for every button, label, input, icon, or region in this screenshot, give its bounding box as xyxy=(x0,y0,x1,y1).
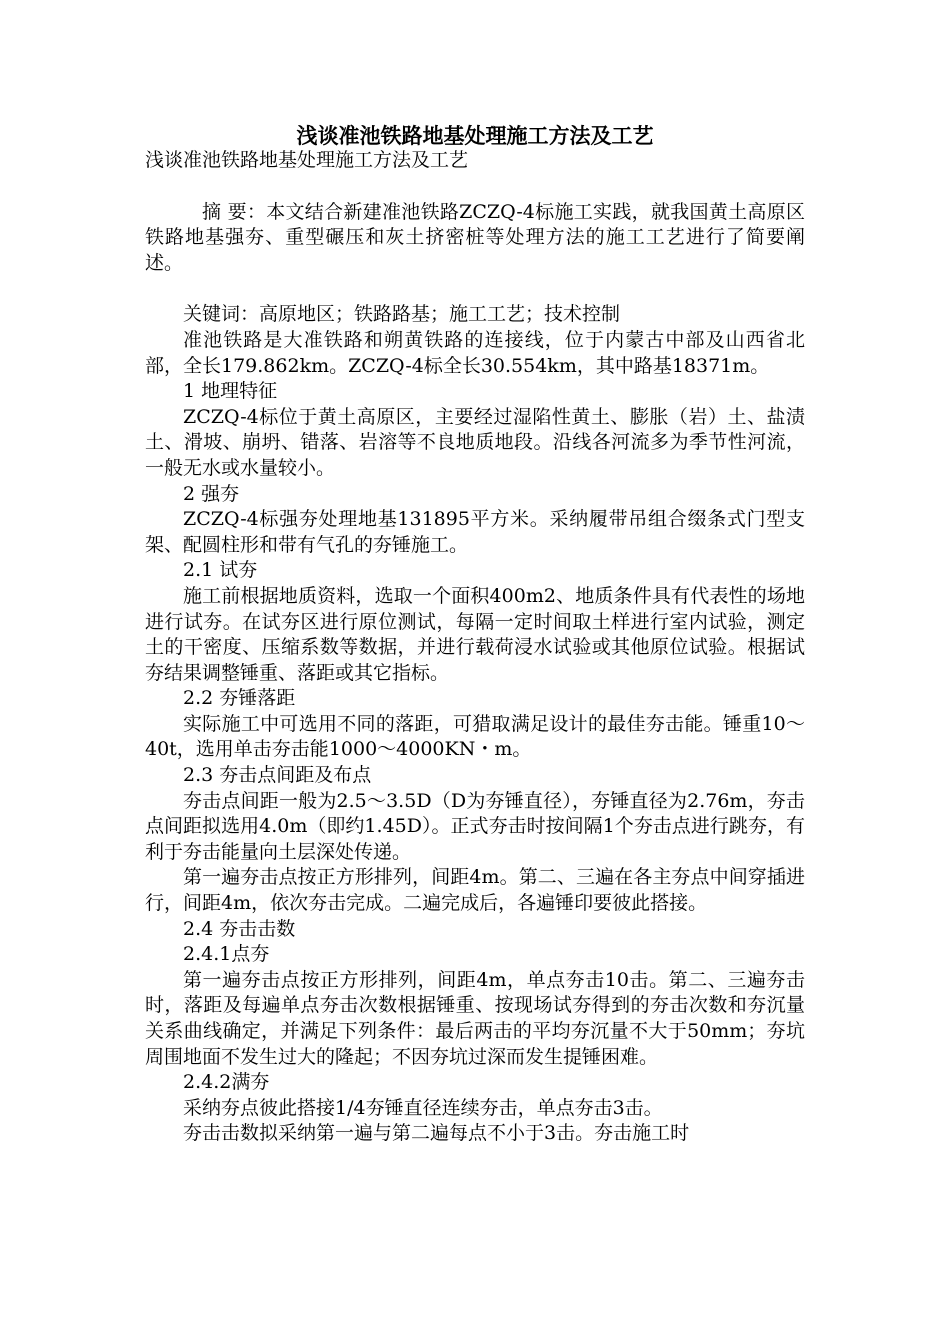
section-heading: 2.4.1点夯 xyxy=(183,943,270,966)
body-paragraph: 第一遍夯击点按正方形排列，间距4m。第二、三遍在各主夯点中间穿插进行，间距4m，依次夯击完成。二遍完成后，各遍锤印要彼此搭接。 xyxy=(145,866,805,915)
body-paragraph: ZCZQ-4标强夯处理地基131895平方米。采纳履带吊组合缀条式门型支架、配圆柱形和带有气孔的夯锤施工。 xyxy=(145,508,805,556)
body-paragraph: 采纳夯点彼此搭接1/4夯锤直径连续夯击，单点夯击3击。 xyxy=(183,1096,663,1119)
body-paragraph: 实际施工中可选用不同的落距，可猎取满足设计的最佳夯击能。锤重10～40t，选用单击夯击能1000～4000KN・m。 xyxy=(145,712,805,761)
body-paragraph: 夯击点间距一般为2.5～3.5D（D为夯锤直径），夯锤直径为2.76m，夯击点间距拟选用4.0m（即约1.45D）。正式夯击时按间隔1个夯击点进行跳夯，有利于夯击能量向土层深处传递。 xyxy=(145,789,805,863)
section-heading: 2.4 夯击击数 xyxy=(183,917,296,940)
body-paragraph: 夯击击数拟采纳第一遍与第二遍每点不小于3击。夯击施工时 xyxy=(183,1122,690,1145)
keywords-paragraph: 关键词：高原地区；铁路路基；施工工艺；技术控制 xyxy=(183,303,621,326)
section-heading: 2.4.2满夯 xyxy=(183,1071,270,1094)
subtitle: 浅谈准池铁路地基处理施工方法及工艺 xyxy=(145,149,469,171)
body-paragraph: 第一遍夯击点按正方形排列，间距4m，单点夯击10击。第二、三遍夯击时，落距及每遍单点夯击次数根据锤重、按现场试夯得到的夯击次数和夯沉量关系曲线确定，并满足下列条件：最后两击的平均夯沉量不大于50mm；夯坑周围地面不发生过大的隆起；不因夯坑过深而发生提锤困难。 xyxy=(145,968,805,1068)
section-heading: 2.1 试夯 xyxy=(183,559,258,582)
section-heading: 1 地理特征 xyxy=(183,380,278,403)
body-paragraph: 施工前根据地质资料，选取一个面积400m2、地质条件具有代表性的场地进行试夯。在试夯区进行原位测试，每隔一定时间取土样进行室内试验，测定土的干密度、压缩系数等数据，并进行载荷浸水试验或其他原位试验。根据试夯结果调整锤重、落距或其它指标。 xyxy=(145,584,805,684)
section-heading: 2.2 夯锤落距 xyxy=(183,687,296,710)
body-paragraph: 准池铁路是大准铁路和朔黄铁路的连接线，位于内蒙古中部及山西省北部，全长179.862km。ZCZQ-4标全长30.554km，其中路基18371m。 xyxy=(145,328,805,377)
abstract-paragraph: 摘 要：本文结合新建准池铁路ZCZQ-4标施工实践，就我国黄土高原区铁路地基强夯、重型碾压和灰土挤密桩等处理方法的施工工艺进行了简要阐述。 xyxy=(145,200,805,274)
section-heading: 2 强夯 xyxy=(183,482,240,505)
section-heading: 2.3 夯击点间距及布点 xyxy=(183,764,372,787)
document-title: 浅谈准池铁路地基处理施工方法及工艺 xyxy=(296,123,654,148)
body-paragraph: ZCZQ-4标位于黄土高原区，主要经过湿陷性黄土、膨胀（岩）土、盐渍土、滑坡、崩坍、错落、岩溶等不良地质地段。沿线各河流多为季节性河流，一般无水或水量较小。 xyxy=(145,405,805,479)
document-body xyxy=(145,148,805,1147)
